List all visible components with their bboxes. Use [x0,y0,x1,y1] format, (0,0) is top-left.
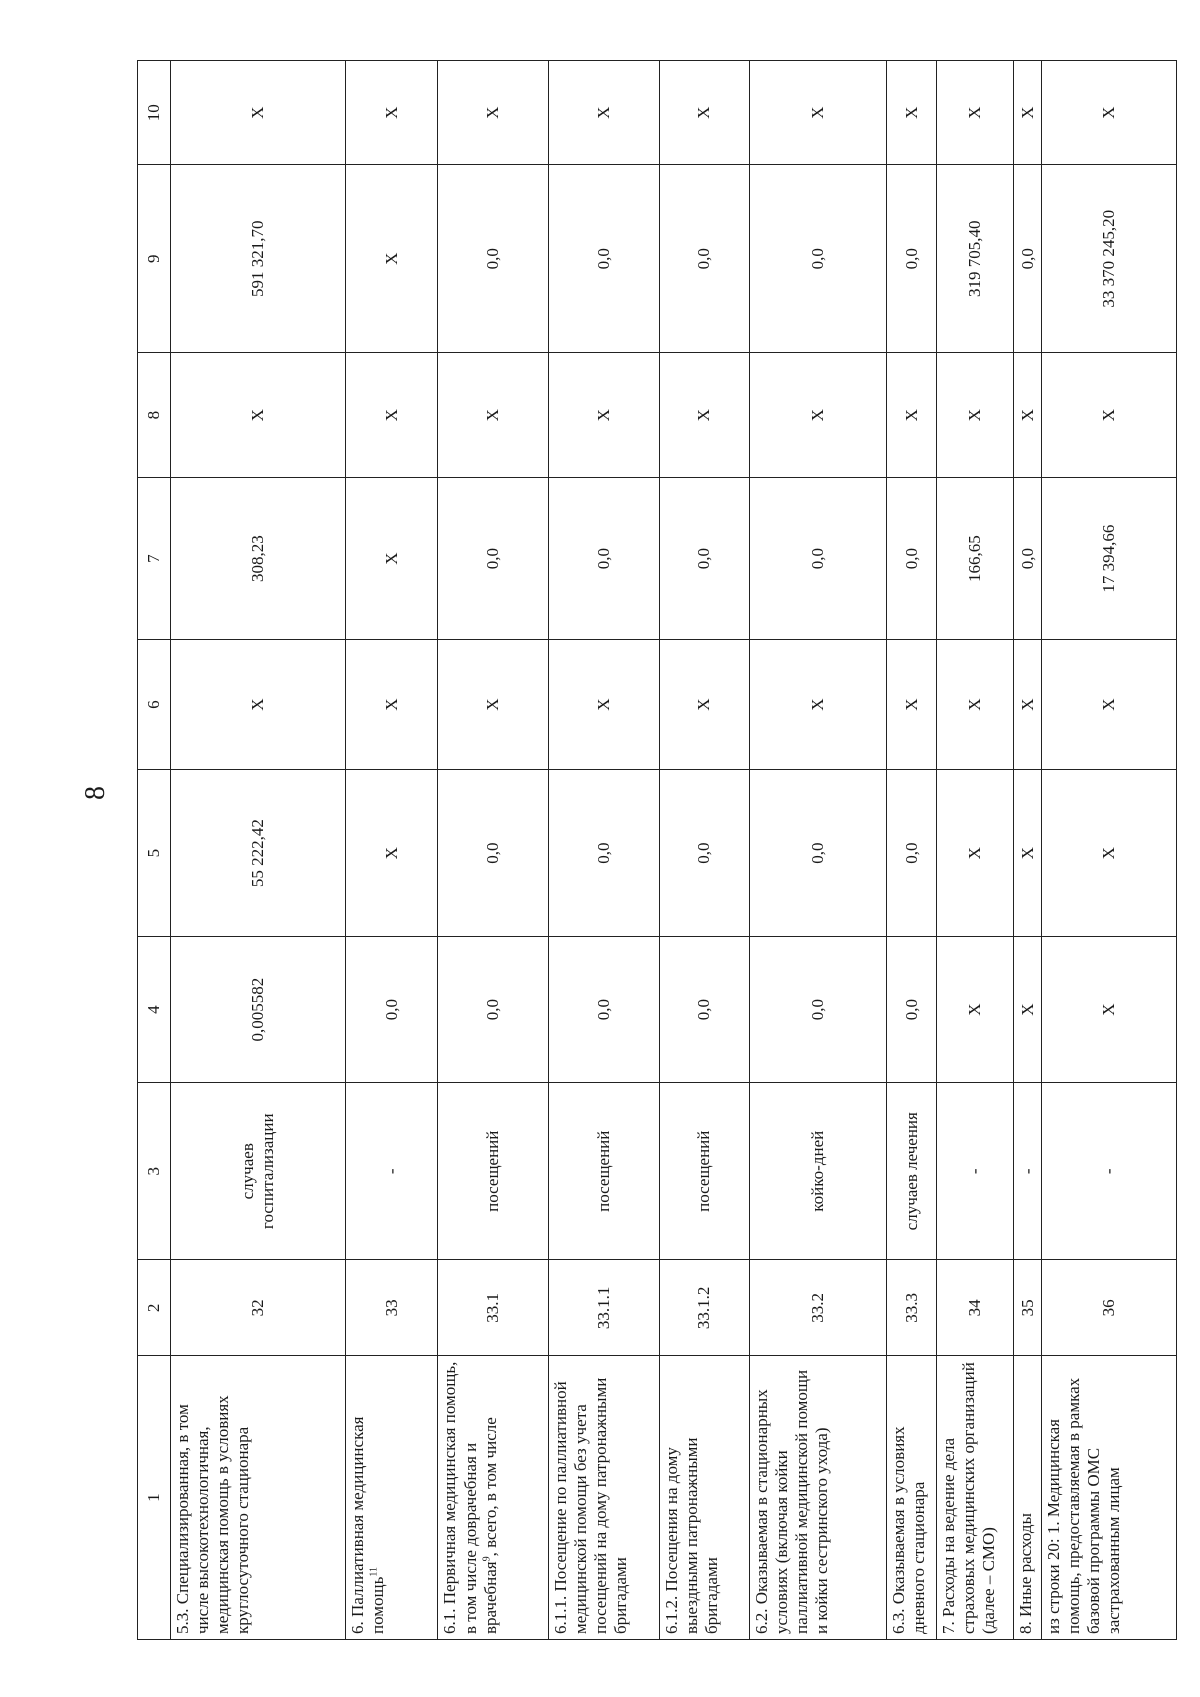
cell-col7: 0,0 [1014,478,1042,640]
cell-col9: 319 705,40 [937,165,1014,353]
row-label: 6.1.2. Посещения на дому выездными патронажными бригадами [659,1356,750,1640]
cell-col7: 166,65 [937,478,1014,640]
unit-cell: посещений [549,1083,660,1260]
col-header-6: 6 [138,639,171,769]
cell-col10: X [887,61,937,165]
cell-col8: X [937,353,1014,478]
cell-col4: 0,0 [659,937,750,1083]
cell-col8: X [659,353,750,478]
cell-col10: X [937,61,1014,165]
row-label: 6.3. Оказываемая в условиях дневного стационара [887,1356,937,1640]
cell-col4: 0,0 [345,937,438,1083]
cell-col8: X [438,353,549,478]
unit-cell: посещений [659,1083,750,1260]
cell-col7: 0,0 [438,478,549,640]
cell-col5: X [937,770,1014,937]
cell-col10: X [750,61,887,165]
cell-col6: X [659,639,750,769]
cell-col8: X [345,353,438,478]
cell-col8: X [887,353,937,478]
cell-col4: 0,005582 [171,937,346,1083]
table-row [937,61,1014,1640]
cell-col9: 0,0 [659,165,750,353]
cell-col8: X [1014,353,1042,478]
table-row [345,61,438,1640]
col-header-10: 10 [138,61,171,165]
cell-col10: X [659,61,750,165]
unit-cell: - [937,1083,1014,1260]
cell-col4: X [1042,937,1177,1083]
table-row [171,61,346,1640]
row-label-text: 6. Паллиативная медицинская помощь [347,1416,387,1634]
cell-col5: 55 222,42 [171,770,346,937]
unit-cell: - [345,1083,438,1260]
cell-col9: 0,0 [549,165,660,353]
cell-col10: X [1042,61,1177,165]
col-header-9: 9 [138,165,171,353]
header-row [138,61,171,1640]
table-row [1042,61,1177,1640]
line-number: 33.3 [887,1260,937,1356]
cell-col4: 0,0 [549,937,660,1083]
cell-col7: 308,23 [171,478,346,640]
unit-cell: койко-дней [750,1083,887,1260]
cell-col9: 0,0 [750,165,887,353]
cell-col7: 0,0 [549,478,660,640]
line-number: 33.1.1 [549,1260,660,1356]
cell-col4: 0,0 [887,937,937,1083]
line-number: 34 [937,1260,1014,1356]
page-number: 8 [80,786,111,800]
line-number: 33.2 [750,1260,887,1356]
cell-col6: X [887,639,937,769]
cell-col6: X [549,639,660,769]
cell-col9: 591 321,70 [171,165,346,353]
table-row [1014,61,1042,1640]
cell-col9: 0,0 [887,165,937,353]
line-number: 32 [171,1260,346,1356]
cell-col5: 0,0 [549,770,660,937]
row-label-tail: , всего, в том числе [480,1417,500,1557]
line-number: 33 [345,1260,438,1356]
unit-cell: случаев госпитализации [171,1083,346,1260]
col-header-5: 5 [138,770,171,937]
table-row [659,61,750,1640]
col-header-1: 1 [138,1356,171,1640]
cell-col5: X [1014,770,1042,937]
line-number: 36 [1042,1260,1177,1356]
footnote-mark: 9 [480,1556,492,1562]
cell-col9: 0,0 [1014,165,1042,353]
cell-col5: 0,0 [659,770,750,937]
table-row [438,61,549,1640]
rotated-table-container [137,60,1177,1640]
cell-col8: X [549,353,660,478]
cost-table [137,60,1177,1640]
row-label: 5.3. Специализированная, в том числе высокотехнологичная, медицинская помощь в условиях круглосуточного стационара [171,1356,346,1640]
row-label [345,1356,438,1640]
line-number: 35 [1014,1260,1042,1356]
cell-col10: X [345,61,438,165]
cell-col7: 0,0 [750,478,887,640]
row-label: 6.2. Оказываемая в стационарных условиях (включая койки паллиативной медицинской помощи и койки сестринского ухода) [750,1356,887,1640]
cell-col10: X [549,61,660,165]
row-label: 6.1.1. Посещение по паллиативной медицинской помощи без учета посещений на дому патронажными бригадами [549,1356,660,1640]
cell-col8: X [1042,353,1177,478]
cell-col4: X [937,937,1014,1083]
cell-col5: 0,0 [887,770,937,937]
row-label: из строки 20: 1. Медицинская помощь, предоставляемая в рамках базовой программы ОМС застрахованным лицам [1042,1356,1177,1640]
cell-col4: 0,0 [438,937,549,1083]
table-row [887,61,937,1640]
cell-col10: X [438,61,549,165]
line-number: 33.1.2 [659,1260,750,1356]
col-header-7: 7 [138,478,171,640]
cell-col9: 0,0 [438,165,549,353]
cell-col8: X [171,353,346,478]
line-number: 33.1 [438,1260,549,1356]
row-label [438,1356,549,1640]
cell-col7: X [345,478,438,640]
cell-col8: X [750,353,887,478]
cell-col6: X [937,639,1014,769]
cell-col9: X [345,165,438,353]
row-label-text: 6.1. Первичная медицинская помощь, в том числе доврачебная и врачебная [440,1361,500,1634]
cell-col4: X [1014,937,1042,1083]
col-header-8: 8 [138,353,171,478]
col-header-4: 4 [138,937,171,1083]
cell-col6: X [171,639,346,769]
cell-col4: 0,0 [750,937,887,1083]
row-label: 8. Иные расходы [1014,1356,1042,1640]
unit-cell: - [1042,1083,1177,1260]
cell-col7: 0,0 [887,478,937,640]
cell-col6: X [1042,639,1177,769]
unit-cell: случаев лечения [887,1083,937,1260]
col-header-2: 2 [138,1260,171,1356]
table-row [750,61,887,1640]
col-header-3: 3 [138,1083,171,1260]
cell-col5: X [1042,770,1177,937]
cell-col10: X [1014,61,1042,165]
table-row [549,61,660,1640]
cell-col5: 0,0 [438,770,549,937]
unit-cell: - [1014,1083,1042,1260]
footnote-mark: 11 [368,1566,380,1577]
cell-col5: 0,0 [750,770,887,937]
cell-col6: X [345,639,438,769]
row-label: 7. Расходы на ведение дела страховых медицинских организаций (далее – СМО) [937,1356,1014,1640]
unit-cell: посещений [438,1083,549,1260]
cell-col7: 17 394,66 [1042,478,1177,640]
cell-col6: X [1014,639,1042,769]
cell-col9: 33 370 245,20 [1042,165,1177,353]
cell-col7: 0,0 [659,478,750,640]
cell-col10: X [171,61,346,165]
cell-col6: X [750,639,887,769]
cell-col6: X [438,639,549,769]
cell-col5: X [345,770,438,937]
